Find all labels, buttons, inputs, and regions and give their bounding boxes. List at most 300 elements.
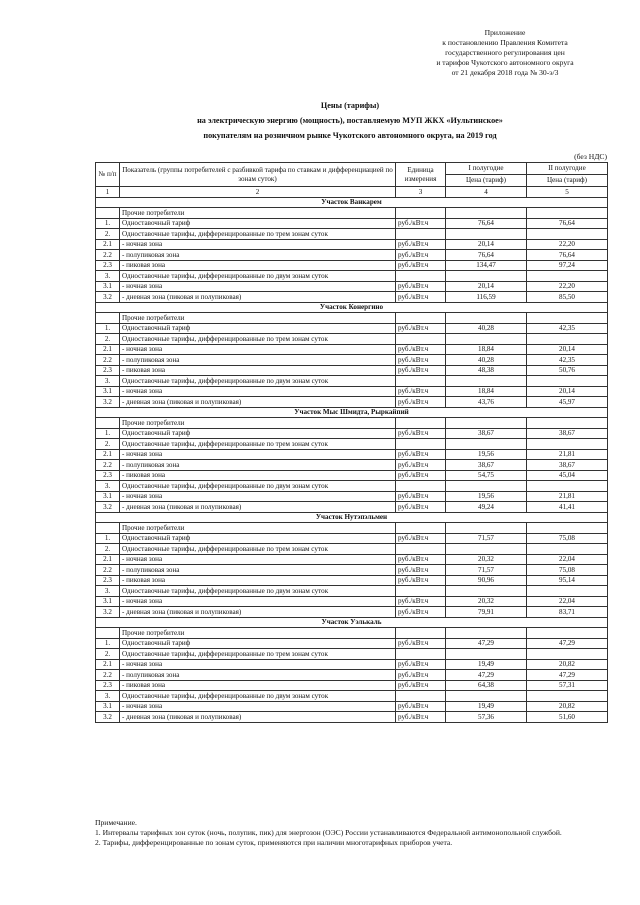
- value-h1: 57,36: [446, 712, 527, 723]
- row-number: 2.: [96, 544, 120, 555]
- row-indicator: - ночная зона: [120, 491, 396, 502]
- value-h2: 45,97: [527, 397, 608, 408]
- table-row: [96, 554, 608, 565]
- table-row: [96, 260, 608, 271]
- row-unit: [396, 691, 446, 702]
- value-h2: 97,24: [527, 260, 608, 271]
- value-h2: 47,29: [527, 670, 608, 681]
- value-h1: 71,57: [446, 565, 527, 576]
- value-h2: 22,20: [527, 281, 608, 292]
- value-h2: 20,14: [527, 386, 608, 397]
- row-unit: руб./кВт.ч: [396, 355, 446, 366]
- table-row: [96, 575, 608, 586]
- table-row: [96, 533, 608, 544]
- row-indicator: Одноставочные тарифы, дифференцированные по двум зонам суток: [120, 271, 396, 282]
- table-row: [96, 344, 608, 355]
- row-indicator: Одноставочные тарифы, дифференцированные по трем зонам суток: [120, 649, 396, 660]
- value-h1: 49,24: [446, 502, 527, 513]
- note-item: 1. Интервалы тарифных зон суток (ночь, полупик, пик) для энергозон (ОЭС) России устанавливаются Федеральной антимонопольной службой.: [95, 828, 562, 837]
- value-h2: 85,50: [527, 292, 608, 303]
- col-number: 1: [96, 187, 120, 198]
- table-row: [96, 428, 608, 439]
- row-number: 2.2: [96, 250, 120, 261]
- row-unit: [396, 649, 446, 660]
- row-unit: [396, 313, 446, 324]
- table-row: [96, 323, 608, 334]
- table-row: [96, 691, 608, 702]
- table-row: [96, 586, 608, 597]
- row-unit: руб./кВт.ч: [396, 638, 446, 649]
- row-indicator: - дневная зона (пиковая и полупиковая): [120, 502, 396, 513]
- value-h1: 47,29: [446, 670, 527, 681]
- header-half1: I полугодие: [446, 163, 527, 175]
- row-indicator: - полупиковая зона: [120, 670, 396, 681]
- value-h2: 21,81: [527, 449, 608, 460]
- value-h2: 51,60: [527, 712, 608, 723]
- table-row: [96, 281, 608, 292]
- value-h2: 38,67: [527, 428, 608, 439]
- row-unit: руб./кВт.ч: [396, 460, 446, 471]
- row-indicator: Одноставочный тариф: [120, 428, 396, 439]
- row-indicator: Одноставочные тарифы, дифференцированные по двум зонам суток: [120, 586, 396, 597]
- row-number: 3.2: [96, 397, 120, 408]
- row-number: 2.3: [96, 575, 120, 586]
- row-number: 2.2: [96, 565, 120, 576]
- value-h1: 134,47: [446, 260, 527, 271]
- row-indicator: - ночная зона: [120, 281, 396, 292]
- value-h1: 19,56: [446, 449, 527, 460]
- row-number: 2.2: [96, 460, 120, 471]
- value-h2: 21,81: [527, 491, 608, 502]
- row-indicator: Одноставочные тарифы, дифференцированные по трем зонам суток: [120, 229, 396, 240]
- value-h2: 83,71: [527, 607, 608, 618]
- value-h1: 64,38: [446, 680, 527, 691]
- value-h2: [527, 313, 608, 324]
- value-h2: [527, 481, 608, 492]
- value-h2: 75,08: [527, 533, 608, 544]
- row-number: 3.1: [96, 596, 120, 607]
- table-row: [96, 649, 608, 660]
- value-h1: 79,91: [446, 607, 527, 618]
- header-half2: II полугодие: [527, 163, 608, 175]
- row-unit: руб./кВт.ч: [396, 659, 446, 670]
- value-h2: 42,35: [527, 323, 608, 334]
- section-title: Участок Ванкарем: [96, 197, 608, 208]
- row-unit: [396, 481, 446, 492]
- row-indicator: - ночная зона: [120, 239, 396, 250]
- row-unit: руб./кВт.ч: [396, 491, 446, 502]
- row-number: 2.: [96, 439, 120, 450]
- row-number: 3.: [96, 691, 120, 702]
- value-h1: 71,57: [446, 533, 527, 544]
- table-row: [96, 638, 608, 649]
- row-unit: руб./кВт.ч: [396, 449, 446, 460]
- value-h1: [446, 628, 527, 639]
- row-unit: [396, 271, 446, 282]
- value-h1: 76,64: [446, 250, 527, 261]
- row-number: [96, 628, 120, 639]
- row-number: 3.2: [96, 292, 120, 303]
- row-unit: руб./кВт.ч: [396, 554, 446, 565]
- row-number: 2.: [96, 649, 120, 660]
- row-unit: руб./кВт.ч: [396, 533, 446, 544]
- row-number: 3.: [96, 376, 120, 387]
- value-h2: [527, 271, 608, 282]
- value-h1: 18,84: [446, 386, 527, 397]
- table-row: [96, 460, 608, 471]
- document-subtitle: покупателям на розничном рынке Чукотского автономного округа, на 2019 год: [203, 131, 497, 140]
- row-indicator: - пиковая зона: [120, 470, 396, 481]
- value-h1: [446, 523, 527, 534]
- table-row: [96, 355, 608, 366]
- value-h1: 43,76: [446, 397, 527, 408]
- value-h1: 19,56: [446, 491, 527, 502]
- value-h1: 40,28: [446, 355, 527, 366]
- table-row: [96, 670, 608, 681]
- row-number: 3.: [96, 586, 120, 597]
- table-row: [96, 439, 608, 450]
- row-unit: руб./кВт.ч: [396, 239, 446, 250]
- value-h1: [446, 229, 527, 240]
- value-h1: 116,59: [446, 292, 527, 303]
- row-indicator: Одноставочный тариф: [120, 638, 396, 649]
- value-h2: [527, 439, 608, 450]
- row-unit: руб./кВт.ч: [396, 386, 446, 397]
- row-number: 2.2: [96, 355, 120, 366]
- value-h2: 22,04: [527, 596, 608, 607]
- table-row: [96, 229, 608, 240]
- header-unit: Единица измерения: [396, 163, 446, 187]
- row-unit: [396, 334, 446, 345]
- tariff-table: [95, 162, 608, 723]
- header-indicator: Показатель (группы потребителей с разбивкой тарифа по ставкам и дифференциацией по зонам суток): [120, 163, 396, 187]
- row-indicator: Одноставочный тариф: [120, 323, 396, 334]
- row-indicator: Прочие потребители: [120, 208, 396, 219]
- table-row: [96, 376, 608, 387]
- row-indicator: Одноставочный тариф: [120, 218, 396, 229]
- row-number: [96, 208, 120, 219]
- row-indicator: - пиковая зона: [120, 365, 396, 376]
- table-row: [96, 313, 608, 324]
- row-number: 3.1: [96, 491, 120, 502]
- row-unit: руб./кВт.ч: [396, 365, 446, 376]
- row-number: 2.1: [96, 554, 120, 565]
- row-number: 2.1: [96, 344, 120, 355]
- row-indicator: - полупиковая зона: [120, 250, 396, 261]
- row-number: 2.3: [96, 260, 120, 271]
- value-h2: 76,64: [527, 250, 608, 261]
- row-number: 1.: [96, 428, 120, 439]
- row-number: 3.: [96, 271, 120, 282]
- row-indicator: - полупиковая зона: [120, 355, 396, 366]
- value-h1: [446, 649, 527, 660]
- table-row: [96, 701, 608, 712]
- row-indicator: - пиковая зона: [120, 260, 396, 271]
- table-row: [96, 544, 608, 555]
- row-indicator: Одноставочные тарифы, дифференцированные по трем зонам суток: [120, 439, 396, 450]
- table-row: [96, 628, 608, 639]
- table-row: [96, 607, 608, 618]
- col-number: 5: [527, 187, 608, 198]
- value-h1: [446, 544, 527, 555]
- value-h1: [446, 376, 527, 387]
- value-h2: [527, 334, 608, 345]
- value-h2: [527, 376, 608, 387]
- row-number: 3.2: [96, 502, 120, 513]
- table-row: [96, 680, 608, 691]
- value-h1: 48,38: [446, 365, 527, 376]
- header-price1: Цена (тариф): [446, 175, 527, 187]
- value-h2: 20,82: [527, 701, 608, 712]
- table-row: [96, 491, 608, 502]
- row-indicator: - дневная зона (пиковая и полупиковая): [120, 397, 396, 408]
- value-h1: [446, 271, 527, 282]
- table-row: [96, 397, 608, 408]
- value-h2: [527, 229, 608, 240]
- value-h2: 95,14: [527, 575, 608, 586]
- value-h1: [446, 691, 527, 702]
- appendix-line: от 21 декабря 2018 года № 30-э/3: [451, 68, 559, 77]
- row-indicator: - пиковая зона: [120, 680, 396, 691]
- row-indicator: Одноставочные тарифы, дифференцированные по двум зонам суток: [120, 691, 396, 702]
- value-h2: 45,04: [527, 470, 608, 481]
- row-unit: руб./кВт.ч: [396, 428, 446, 439]
- value-h1: 38,67: [446, 460, 527, 471]
- value-h1: 18,84: [446, 344, 527, 355]
- row-number: 2.: [96, 334, 120, 345]
- row-unit: руб./кВт.ч: [396, 575, 446, 586]
- table-row: [96, 481, 608, 492]
- row-unit: [396, 418, 446, 429]
- row-number: 2.3: [96, 470, 120, 481]
- value-h2: [527, 523, 608, 534]
- appendix-line: Приложение: [484, 28, 526, 37]
- row-number: 1.: [96, 323, 120, 334]
- section-title: Участок Уэлькаль: [96, 617, 608, 628]
- value-h1: 20,32: [446, 554, 527, 565]
- value-h1: 19,49: [446, 701, 527, 712]
- table-row: [96, 250, 608, 261]
- row-unit: руб./кВт.ч: [396, 470, 446, 481]
- row-unit: руб./кВт.ч: [396, 397, 446, 408]
- row-number: 3.1: [96, 701, 120, 712]
- row-indicator: Одноставочные тарифы, дифференцированные по трем зонам суток: [120, 334, 396, 345]
- row-unit: руб./кВт.ч: [396, 712, 446, 723]
- value-h2: [527, 418, 608, 429]
- value-h2: 57,31: [527, 680, 608, 691]
- value-h1: 38,67: [446, 428, 527, 439]
- value-h1: [446, 334, 527, 345]
- row-indicator: Одноставочный тариф: [120, 533, 396, 544]
- table-row: [96, 292, 608, 303]
- row-unit: [396, 376, 446, 387]
- table-row: [96, 659, 608, 670]
- row-unit: руб./кВт.ч: [396, 701, 446, 712]
- row-indicator: Прочие потребители: [120, 523, 396, 534]
- row-unit: руб./кВт.ч: [396, 250, 446, 261]
- notes-title: Примечание.: [95, 818, 137, 827]
- table-row: [96, 218, 608, 229]
- value-h1: 20,32: [446, 596, 527, 607]
- row-number: 3.1: [96, 386, 120, 397]
- value-h2: 20,82: [527, 659, 608, 670]
- row-indicator: - ночная зона: [120, 596, 396, 607]
- appendix-block: [400, 28, 610, 78]
- value-h2: [527, 208, 608, 219]
- document-title: Цены (тарифы): [320, 101, 380, 110]
- row-unit: руб./кВт.ч: [396, 323, 446, 334]
- row-indicator: - ночная зона: [120, 344, 396, 355]
- value-h2: 75,08: [527, 565, 608, 576]
- appendix-line: и тарифов Чукотского автономного округа: [436, 58, 574, 67]
- row-indicator: - ночная зона: [120, 449, 396, 460]
- row-indicator: - дневная зона (пиковая и полупиковая): [120, 712, 396, 723]
- table-row: [96, 596, 608, 607]
- value-h2: 41,41: [527, 502, 608, 513]
- value-h1: 20,14: [446, 239, 527, 250]
- row-indicator: Прочие потребители: [120, 418, 396, 429]
- table-row: [96, 712, 608, 723]
- header-price2: Цена (тариф): [527, 175, 608, 187]
- row-unit: [396, 439, 446, 450]
- row-number: 3.: [96, 481, 120, 492]
- row-unit: руб./кВт.ч: [396, 607, 446, 618]
- value-h2: 76,64: [527, 218, 608, 229]
- row-number: [96, 313, 120, 324]
- value-h2: 50,76: [527, 365, 608, 376]
- row-unit: руб./кВт.ч: [396, 218, 446, 229]
- row-indicator: Одноставочные тарифы, дифференцированные по трем зонам суток: [120, 544, 396, 555]
- row-indicator: - ночная зона: [120, 659, 396, 670]
- value-h1: 90,96: [446, 575, 527, 586]
- appendix-line: государственного регулирования цен: [445, 48, 565, 57]
- value-h2: [527, 586, 608, 597]
- col-number: 4: [446, 187, 527, 198]
- row-unit: [396, 208, 446, 219]
- no-vat-note: (без НДС): [574, 152, 607, 161]
- row-unit: [396, 523, 446, 534]
- row-number: 1.: [96, 638, 120, 649]
- value-h1: [446, 481, 527, 492]
- row-number: 2.3: [96, 680, 120, 691]
- table-row: [96, 365, 608, 376]
- row-indicator: Прочие потребители: [120, 313, 396, 324]
- table-row: [96, 502, 608, 513]
- row-indicator: - дневная зона (пиковая и полупиковая): [120, 607, 396, 618]
- section-title: Участок Мыс Шмидта, Рыркайпий: [96, 407, 608, 418]
- row-unit: руб./кВт.ч: [396, 596, 446, 607]
- row-unit: руб./кВт.ч: [396, 281, 446, 292]
- row-unit: руб./кВт.ч: [396, 565, 446, 576]
- row-unit: руб./кВт.ч: [396, 680, 446, 691]
- row-unit: [396, 229, 446, 240]
- document-subtitle: на электрическую энергию (мощность), поставляемую МУП ЖКХ «Иультинское»: [197, 116, 503, 125]
- table-row: [96, 523, 608, 534]
- table-row: [96, 470, 608, 481]
- value-h1: 47,29: [446, 638, 527, 649]
- row-indicator: - ночная зона: [120, 386, 396, 397]
- row-indicator: - дневная зона (пиковая и полупиковая): [120, 292, 396, 303]
- row-number: 2.1: [96, 239, 120, 250]
- value-h1: 54,75: [446, 470, 527, 481]
- row-number: 2.2: [96, 670, 120, 681]
- header-num: № п/п: [96, 163, 120, 187]
- value-h1: [446, 208, 527, 219]
- row-unit: [396, 586, 446, 597]
- table-row: [96, 418, 608, 429]
- value-h2: [527, 544, 608, 555]
- row-number: [96, 418, 120, 429]
- value-h1: 20,14: [446, 281, 527, 292]
- row-indicator: Прочие потребители: [120, 628, 396, 639]
- table-row: [96, 565, 608, 576]
- row-unit: руб./кВт.ч: [396, 502, 446, 513]
- row-indicator: - ночная зона: [120, 554, 396, 565]
- table-row: [96, 386, 608, 397]
- section-title: Участок Нутэпэльмен: [96, 512, 608, 523]
- row-number: 1.: [96, 218, 120, 229]
- appendix-line: к постановлению Правления Комитета: [442, 38, 568, 47]
- row-unit: [396, 544, 446, 555]
- row-unit: руб./кВт.ч: [396, 292, 446, 303]
- row-unit: руб./кВт.ч: [396, 344, 446, 355]
- value-h2: 22,20: [527, 239, 608, 250]
- table-row: [96, 239, 608, 250]
- row-number: 3.2: [96, 712, 120, 723]
- col-number: 3: [396, 187, 446, 198]
- row-number: 2.: [96, 229, 120, 240]
- table-row: [96, 208, 608, 219]
- note-item: 2. Тарифы, дифференцированные по зонам суток, применяются при наличии многотарифных приборов учета.: [95, 838, 453, 847]
- value-h2: 38,67: [527, 460, 608, 471]
- value-h2: [527, 691, 608, 702]
- row-indicator: - ночная зона: [120, 701, 396, 712]
- table-row: [96, 449, 608, 460]
- row-indicator: - пиковая зона: [120, 575, 396, 586]
- row-indicator: - полупиковая зона: [120, 460, 396, 471]
- value-h1: [446, 418, 527, 429]
- row-number: 3.2: [96, 607, 120, 618]
- row-unit: [396, 628, 446, 639]
- value-h2: [527, 649, 608, 660]
- row-number: 2.3: [96, 365, 120, 376]
- value-h1: [446, 586, 527, 597]
- col-number: 2: [120, 187, 396, 198]
- row-indicator: Одноставочные тарифы, дифференцированные по двум зонам суток: [120, 376, 396, 387]
- row-number: 2.1: [96, 659, 120, 670]
- value-h2: [527, 628, 608, 639]
- notes-block: [95, 818, 607, 848]
- row-number: 2.1: [96, 449, 120, 460]
- row-number: 1.: [96, 533, 120, 544]
- row-indicator: Одноставочные тарифы, дифференцированные по двум зонам суток: [120, 481, 396, 492]
- value-h2: 42,35: [527, 355, 608, 366]
- row-unit: руб./кВт.ч: [396, 260, 446, 271]
- value-h2: 47,29: [527, 638, 608, 649]
- row-unit: руб./кВт.ч: [396, 670, 446, 681]
- value-h1: [446, 313, 527, 324]
- row-number: [96, 523, 120, 534]
- value-h1: [446, 439, 527, 450]
- value-h2: 20,14: [527, 344, 608, 355]
- value-h2: 22,04: [527, 554, 608, 565]
- value-h1: 19,49: [446, 659, 527, 670]
- value-h1: 40,28: [446, 323, 527, 334]
- section-title: Участок Конергино: [96, 302, 608, 313]
- table-row: [96, 271, 608, 282]
- table-row: [96, 334, 608, 345]
- row-indicator: - полупиковая зона: [120, 565, 396, 576]
